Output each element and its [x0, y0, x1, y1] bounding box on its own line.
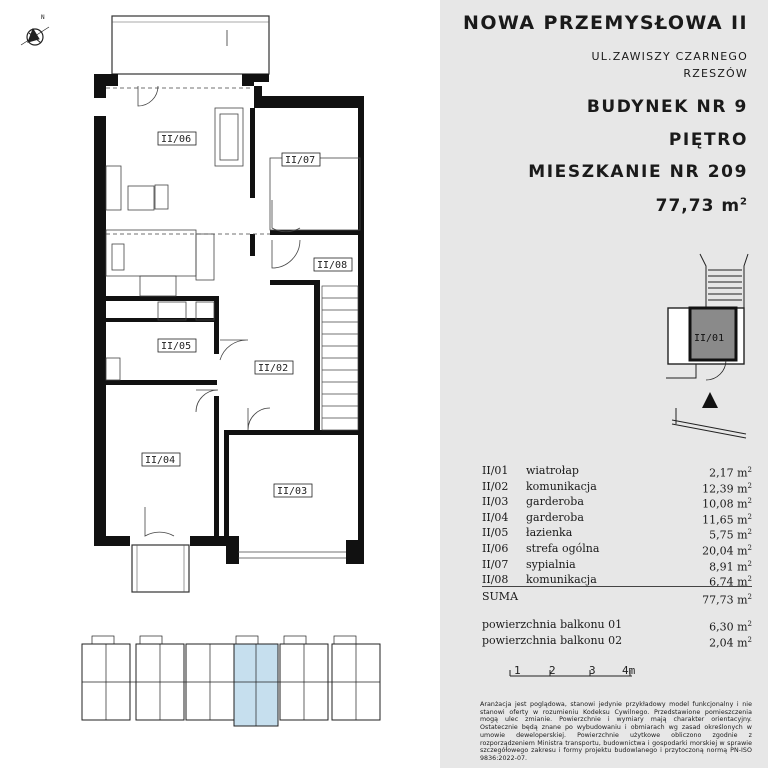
scale-tick-2: 2 — [549, 664, 556, 677]
table-row — [482, 525, 752, 541]
room-area-sup: 2 — [747, 466, 752, 474]
sum-area — [702, 589, 752, 609]
disclaimer: Aranżacja jest poglądowa, stanowi jedynie przykładowy model funkcjonalny i nie stanowi oferty w rozumieniu Kodeksu Cywilnego. Przedstawione pomieszczenia mogą ulec zmianie. Powierzchnie i wymiary mają charakter orientacyjny. Ostatecznie będą znane po wybudowaniu i obmiarach wg zasad określonych w umowie deweloperskiej. Powierzchnie użytkowe obliczono zgodnie z rozporządzeniem Ministra transportu, budownictwa i gospodarki morskiej w sprawie szczegółowego zakresu i formy projektu budowlanego i przytoczoną normą PN-ISO 9836:2022-07. — [480, 701, 752, 762]
rooms-table — [482, 463, 752, 588]
room-label-08: II/08 — [317, 260, 348, 271]
table-row — [482, 494, 752, 510]
room-area-value: 5,75 m — [709, 529, 748, 543]
total-area-value: 77,73 m — [655, 196, 741, 216]
room-area-sup: 2 — [747, 559, 752, 568]
room-labels — [142, 132, 352, 497]
room-area — [709, 572, 752, 590]
table-row — [482, 541, 752, 557]
location-diagram — [660, 248, 760, 448]
balcony-row — [482, 617, 752, 633]
room-code: II/05 — [482, 526, 509, 540]
entrance-arrow-icon — [702, 392, 718, 408]
room-area-sup: 2 — [747, 575, 752, 584]
walls — [94, 74, 364, 564]
sum-area-sup: 2 — [747, 593, 752, 601]
room-code: II/07 — [482, 557, 509, 571]
table-row — [482, 557, 752, 573]
room-area-sup: 2 — [747, 481, 752, 490]
sum-area-value: 77,73 m — [702, 593, 748, 607]
sum-label: SUMA — [482, 590, 519, 603]
room-area-sup: 2 — [747, 543, 752, 552]
room-code: II/03 — [482, 495, 509, 509]
total-area — [656, 196, 748, 216]
address-street: UL.ZAWISZY CZARNEGO — [591, 50, 748, 63]
room-code: II/01 — [482, 464, 509, 477]
floor-name: PIĘTRO — [668, 130, 748, 150]
room-name: garderoba — [526, 495, 584, 509]
room-label-03: II/03 — [277, 486, 308, 497]
room-area-value: 11,65 m — [702, 513, 748, 527]
room-code: II/08 — [482, 573, 509, 587]
address-city: RZESZÓW — [683, 67, 748, 80]
room-name: strefa ogólna — [526, 541, 600, 555]
table-row — [482, 479, 752, 495]
room-area-value: 10,08 m — [702, 497, 748, 511]
balcony-area-sup: 2 — [747, 635, 752, 644]
room-label-04: II/04 — [145, 455, 176, 466]
room-code: II/04 — [482, 510, 509, 524]
project-title: NOWA PRZEMYSŁOWA II — [463, 12, 748, 34]
room-area-value: 8,91 m — [709, 560, 748, 574]
floor-plan — [0, 0, 440, 620]
room-label-06: II/06 — [161, 134, 192, 145]
room-code: II/02 — [482, 479, 509, 493]
scale-tick-3: 3 — [589, 664, 596, 677]
room-area-sup: 2 — [747, 497, 752, 506]
table-row — [482, 510, 752, 526]
balcony-area-value: 2,04 m — [709, 636, 748, 650]
room-name: wiatrołap — [526, 464, 579, 477]
balcony-label: powierzchnia balkonu 01 — [482, 618, 623, 631]
compass-icon — [21, 14, 49, 45]
sum-row — [482, 589, 752, 605]
balcony-label: powierzchnia balkonu 02 — [482, 633, 623, 647]
balcony-area — [709, 633, 752, 651]
room-area-value: 12,39 m — [702, 482, 748, 496]
staircase — [322, 286, 358, 430]
room-label-07: II/07 — [285, 155, 316, 166]
balcony-area-value: 6,30 m — [709, 620, 748, 634]
room-name: komunikacja — [526, 573, 597, 587]
room-area-value: 6,74 m — [709, 575, 748, 589]
key-plan — [70, 630, 390, 730]
total-area-unit-sup: 2 — [740, 196, 748, 208]
balcony-bottom — [132, 545, 189, 592]
location-label-01: II/01 — [694, 333, 725, 344]
room-name: garderoba — [526, 510, 584, 524]
room-area-sup: 2 — [747, 512, 752, 521]
room-area-sup: 2 — [747, 528, 752, 537]
room-label-02: II/02 — [258, 363, 289, 374]
apartment-number: MIESZKANIE NR 209 — [528, 162, 748, 182]
balconies-table — [482, 617, 752, 648]
scale-bar — [500, 662, 660, 686]
building-number: BUDYNEK NR 9 — [586, 97, 748, 117]
room-name: sypialnia — [526, 557, 576, 571]
room-name: łazienka — [526, 526, 573, 540]
balcony-area-sup: 2 — [747, 620, 752, 628]
scale-tick-1: 1 — [514, 664, 521, 677]
room-area-value: 20,04 m — [702, 544, 748, 558]
address — [591, 48, 748, 82]
room-name: komunikacja — [526, 479, 597, 493]
sum-divider — [482, 586, 752, 587]
room-area-value: 2,17 m — [709, 466, 748, 480]
room-label-05: II/05 — [161, 341, 192, 352]
svg-text:N: N — [41, 14, 45, 21]
table-row — [482, 463, 752, 479]
scale-tick-4: 4m — [622, 664, 636, 677]
balcony-top — [112, 16, 269, 74]
room-code: II/06 — [482, 541, 509, 555]
balcony-row — [482, 633, 752, 649]
